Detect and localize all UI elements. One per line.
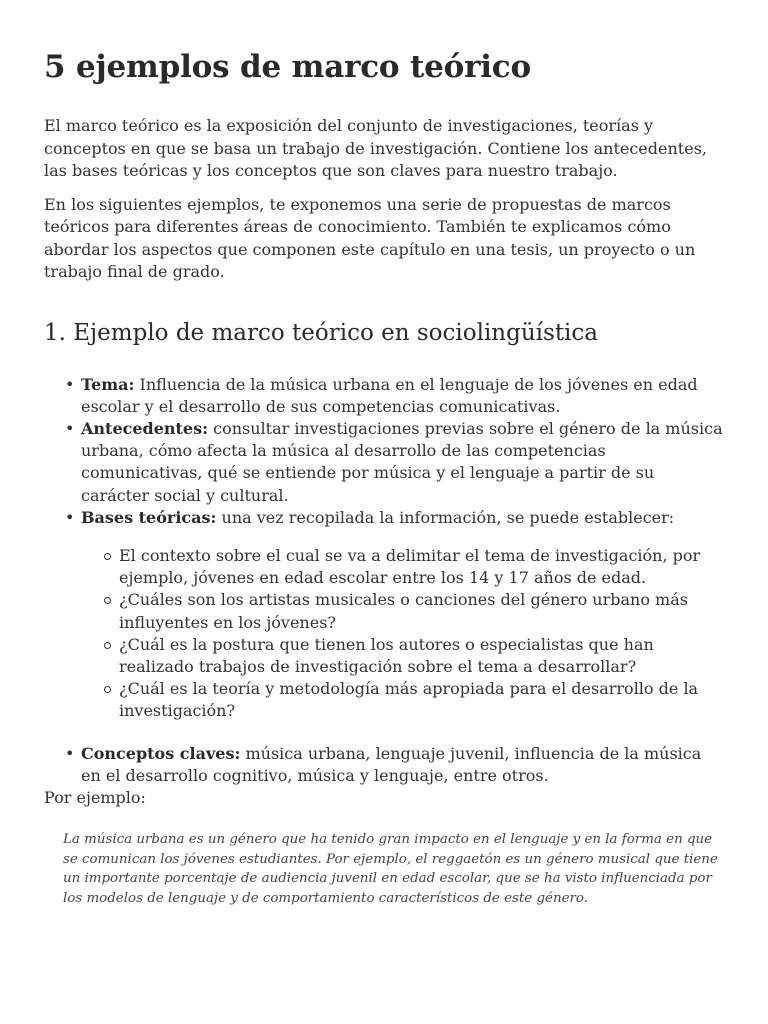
sublist-item: ¿Cuál es la postura que tienen los autores o especialistas que han realizado trabajos de investigación sobre el tema a desarrollar? [119,634,724,678]
sublist-item: El contexto sobre el cual se va a delimitar el tema de investigación, por ejemplo, jóvenes en edad escolar entre los 14 y 17 años de edad. [119,545,724,589]
item-text: Influencia de la música urbana en el lenguaje de los jóvenes en edad escolar y el desarrollo de sus competencias comunicativas. [81,374,698,416]
intro-paragraph-1: El marco teórico es la exposición del conjunto de investigaciones, teorías y conceptos en que se basa un trabajo de investigación. Contiene los antecedentes, las bases teóricas y los conceptos que son claves para nuestro trabajo. [44,116,707,180]
intro-paragraph-2: En los siguientes ejemplos, te exponemos una serie de propuestas de marcos teóricos para diferentes áreas de conocimiento. También te explicamos cómo abordar los aspectos que componen este capítulo en una tesis, un proyecto o un trabajo final de grado. [44,194,696,281]
list-item-antecedentes [81,418,724,507]
example-quote: La música urbana es un género que ha tenido gran impacto en el lenguaje y en la forma en que se comunican los jóvenes estudiantes. Por ejemplo, el reggaetón es un género musical que tiene un importante porcentaje de audiencia juvenil en edad escolar, que se ha visto influenciada por los modelos de lenguaje y de comportamiento característicos de este género. [63,832,718,906]
list-item-tema [81,374,724,418]
sublist-item: ¿Cuáles son los artistas musicales o canciones del género urbano más influyentes en los jóvenes? [119,589,724,633]
bases-sublist [81,545,724,723]
page-title: 5 ejemplos de marco teórico [44,49,531,85]
item-text: una vez recopilada la información, se puede establecer: [216,507,675,527]
list-item-bases-teoricas [81,507,724,723]
item-label: Tema: [81,374,135,394]
item-text: música urbana, lenguaje juvenil, influencia de la música en el desarrollo cognitivo, música y lenguaje, entre otros. [81,743,702,785]
item-label: Bases teóricas: [81,507,217,527]
section-heading: 1. Ejemplo de marco teórico en sociolingüística [44,319,599,346]
framework-list [44,374,724,787]
item-label: Conceptos claves: [81,743,241,763]
example-label: Por ejemplo: [44,787,146,807]
item-label: Antecedentes: [81,418,209,438]
list-item-conceptos-claves [81,743,724,787]
item-text: consultar investigaciones previas sobre el género de la música urbana, cómo afecta la música al desarrollo de las competencias comunicativas, qué se entiende por música y el lenguaje a partir de su carácter social y cultural. [81,418,723,505]
sublist-item: ¿Cuál es la teoría y metodología más apropiada para el desarrollo de la investigación? [119,678,724,722]
